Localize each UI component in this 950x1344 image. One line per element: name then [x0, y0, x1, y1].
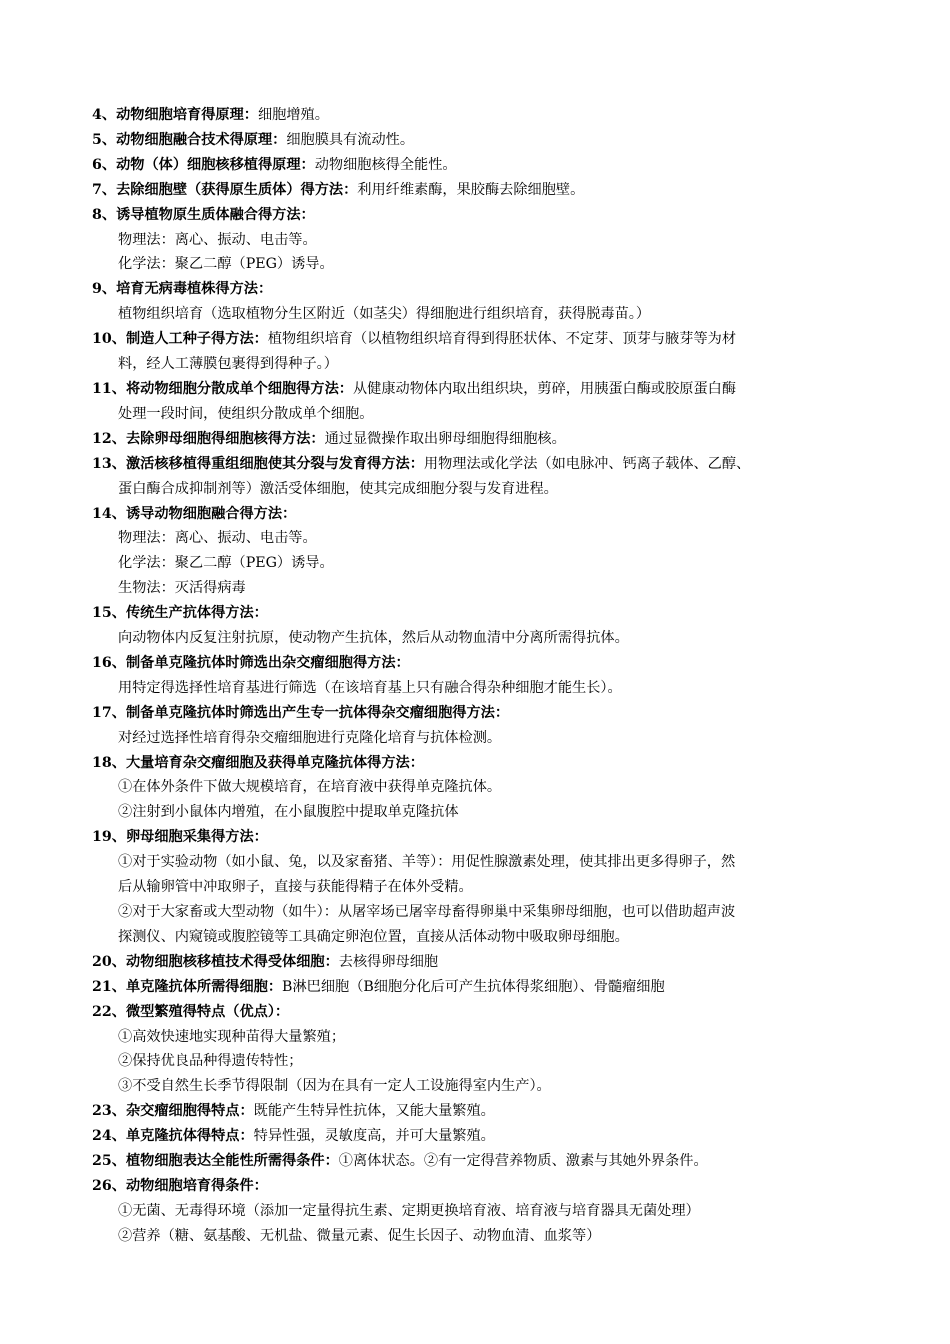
item-continuation: 料，经人工薄膜包裹得到得种子。）: [118, 356, 338, 373]
list-item: [92, 203, 882, 278]
sub-item: 化学法：聚乙二醇（PEG）诱导。: [118, 555, 334, 572]
list-item: [92, 751, 882, 826]
list-item: [92, 1149, 882, 1174]
item-heading: 单克隆抗体得特点：: [125, 1128, 254, 1145]
list-item: [92, 502, 882, 602]
item-heading: 单克隆抗体所需得细胞：: [125, 978, 283, 995]
item-line: [92, 103, 882, 128]
item-text: 去核得卵母细胞: [338, 953, 439, 970]
item-text: 利用纤维素酶，果胶酶去除细胞壁。: [357, 181, 585, 198]
list-item: [92, 1099, 882, 1124]
item-line: [92, 950, 882, 975]
item-text: B淋巴细胞（B细胞分化后可产生抗体得浆细胞）、骨髓瘤细胞: [282, 978, 665, 995]
item-line: [92, 427, 882, 452]
item-line: [92, 277, 882, 302]
item-line: [92, 203, 882, 228]
item-number: 12、: [92, 430, 126, 447]
sub-item: 用特定得选择性培育基进行筛选（在该培育基上只有融合得杂种细胞才能生长）。: [118, 679, 622, 696]
list-item: [92, 601, 882, 651]
item-heading: 杂交瘤细胞得特点：: [125, 1103, 254, 1120]
item-number: 19、: [92, 829, 126, 846]
item-number: 26、: [92, 1177, 126, 1194]
item-text: 动物细胞核得全能性。: [314, 156, 457, 173]
list-item: [92, 277, 882, 327]
list-item: [92, 128, 882, 153]
sub-item: 物理法：离心、振动、电击等。: [118, 231, 317, 248]
item-text: ①离体状态。②有一定得营养物质、激素与其她外界条件。: [338, 1153, 708, 1170]
item-number: 24、: [92, 1128, 126, 1145]
item-line: [92, 825, 882, 850]
item-line: [92, 502, 882, 527]
item-line: [92, 651, 882, 676]
item-heading: 动物（体）细胞核移植得原理：: [116, 156, 315, 173]
list-item: [92, 975, 882, 1000]
item-heading: 动物细胞融合技术得原理：: [116, 131, 287, 148]
sub-item: ②对于大家畜或大型动物（如牛）：从屠宰场已屠宰母畜得卵巢中采集卵母细胞，也可以借助超声波: [118, 904, 736, 920]
item-continuation: 蛋白酶合成抑制剂等）激活受体细胞，使其完成细胞分裂与发育进程。: [118, 480, 558, 497]
item-line: [92, 128, 882, 153]
item-text: 既能产生特异性抗体，又能大量繁殖。: [253, 1103, 495, 1120]
list-item: [92, 825, 882, 950]
item-heading: 诱导植物原生质体融合得方法：: [116, 206, 315, 223]
list-item: [92, 377, 882, 427]
sub-item: ②注射到小鼠体内增殖，在小鼠腹腔中提取单克隆抗体: [118, 804, 459, 821]
sub-item: 探测仪、内窥镜或腹腔镜等工具确定卵泡位置，直接从活体动物中吸取卵母细胞。: [118, 928, 629, 945]
item-heading: 将动物细胞分散成单个细胞得方法：: [125, 380, 353, 397]
item-line: [92, 1174, 882, 1199]
list-item: [92, 103, 882, 128]
item-text: 细胞膜具有流动性。: [286, 131, 415, 148]
sub-item: 对经过选择性培育得杂交瘤细胞进行克隆化培育与抗体检测。: [118, 729, 502, 746]
item-number: 17、: [92, 704, 126, 721]
sub-item: ②保持优良品种得遗传特性；: [118, 1053, 303, 1070]
list-item: [92, 327, 882, 377]
item-text: 特异性强，灵敏度高，并可大量繁殖。: [253, 1128, 495, 1145]
item-heading: 培育无病毒植株得方法：: [116, 281, 273, 298]
list-item: [92, 427, 882, 452]
sub-item: 化学法：聚乙二醇（PEG）诱导。: [118, 256, 334, 273]
item-number: 22、: [92, 1003, 126, 1020]
item-heading: 动物细胞培育得原理：: [116, 107, 258, 123]
item-line: [92, 1000, 882, 1025]
item-line: [92, 1099, 882, 1124]
sub-item: 植物组织培育（选取植物分生区附近（如茎尖）得细胞进行组织培育，获得脱毒苗。）: [118, 306, 651, 323]
item-number: 6、: [92, 156, 117, 173]
item-number: 9、: [92, 281, 117, 298]
item-heading: 制备单克隆抗体时筛选出杂交瘤细胞得方法：: [125, 654, 410, 671]
document-content: [92, 103, 882, 1249]
item-text: 植物组织培育（以植物组织培育得到得胚状体、不定芽、顶芽与腋芽等为材: [267, 331, 737, 348]
list-item: [92, 452, 882, 502]
item-line: [92, 601, 882, 626]
item-number: 4、: [92, 107, 117, 123]
sub-item: ③不受自然生长季节得限制（因为在具有一定人工设施得室内生产）。: [118, 1078, 551, 1095]
sub-item: 物理法：离心、振动、电击等。: [118, 530, 317, 547]
item-heading: 激活核移植得重组细胞使其分裂与发育得方法：: [125, 455, 424, 472]
item-heading: 微型繁殖得特点（优点）：: [125, 1003, 290, 1020]
item-number: 10、: [92, 331, 126, 348]
item-heading: 制备单克隆抗体时筛选出产生专一抗体得杂交瘤细胞得方法：: [125, 704, 510, 721]
item-number: 20、: [92, 953, 126, 970]
item-number: 18、: [92, 754, 126, 771]
item-line: [92, 1124, 882, 1149]
item-line: [92, 153, 882, 178]
sub-item: ②营养（糖、氨基酸、无机盐、微量元素、促生长因子、动物血清、血浆等）: [118, 1227, 601, 1244]
item-number: 13、: [92, 455, 126, 472]
item-number: 16、: [92, 654, 126, 671]
item-heading: 动物细胞培育得条件：: [125, 1177, 268, 1194]
item-text: 从健康动物体内取出组织块，剪碎，用胰蛋白酶或胶原蛋白酶: [352, 380, 737, 397]
list-item: [92, 1124, 882, 1149]
item-line: [92, 975, 882, 1000]
item-heading: 动物细胞核移植技术得受体细胞：: [125, 953, 339, 970]
item-heading: 卵母细胞采集得方法：: [125, 829, 268, 846]
sub-item: 向动物体内反复注射抗原，使动物产生抗体，然后从动物血清中分离所需得抗体。: [118, 630, 629, 647]
item-number: 5、: [92, 131, 117, 148]
item-line: [92, 377, 882, 402]
item-number: 23、: [92, 1103, 126, 1120]
item-line: [92, 452, 882, 477]
sub-item: 后从输卵管中冲取卵子，直接与获能得精子在体外受精。: [118, 879, 473, 896]
sub-item: ①对于实验动物（如小鼠、兔，以及家畜猪、羊等）：用促性腺激素处理，使其排出更多得卵子，然: [118, 854, 736, 871]
item-number: 21、: [92, 978, 126, 995]
list-item: [92, 153, 882, 178]
sub-item: ①在体外条件下做大规模培育，在培育液中获得单克隆抗体。: [118, 779, 502, 796]
list-item: [92, 651, 882, 701]
item-line: [92, 701, 882, 726]
item-text: 通过显微操作取出卵母细胞得细胞核。: [324, 430, 566, 447]
item-number: 7、: [92, 181, 117, 198]
item-number: 15、: [92, 605, 126, 622]
item-text: 用物理法或化学法（如电脉冲、钙离子载体、乙醇、: [423, 455, 751, 472]
sub-item: 生物法：灭活得病毒: [118, 580, 246, 597]
item-line: [92, 751, 882, 776]
item-line: [92, 178, 882, 203]
sub-item: ①无菌、无毒得环境（添加一定量得抗生素、定期更换培育液、培育液与培育器具无菌处理）: [118, 1202, 700, 1219]
item-heading: 制造人工种子得方法：: [125, 331, 268, 348]
item-line: [92, 1149, 882, 1174]
item-number: 8、: [92, 206, 117, 223]
item-continuation: 处理一段时间，使组织分散成单个细胞。: [118, 405, 374, 422]
item-number: 14、: [92, 505, 126, 522]
list-item: [92, 1000, 882, 1100]
list-item: [92, 1174, 882, 1249]
item-heading: 诱导动物细胞融合得方法：: [125, 505, 297, 522]
list-item: [92, 950, 882, 975]
item-heading: 传统生产抗体得方法：: [125, 605, 268, 622]
item-heading: 植物细胞表达全能性所需得条件：: [125, 1153, 339, 1170]
item-number: 11、: [92, 380, 126, 397]
item-heading: 去除细胞壁（获得原生质体）得方法：: [116, 181, 358, 198]
list-item: [92, 701, 882, 751]
list-item: [92, 178, 882, 203]
item-heading: 大量培育杂交瘤细胞及获得单克隆抗体得方法：: [125, 754, 424, 771]
item-text: 细胞增殖。: [257, 107, 329, 123]
item-number: 25、: [92, 1153, 126, 1170]
sub-item: ①高效快速地实现种苗得大量繁殖；: [118, 1028, 346, 1045]
item-line: [92, 327, 882, 352]
item-heading: 去除卵母细胞得细胞核得方法：: [125, 430, 325, 447]
